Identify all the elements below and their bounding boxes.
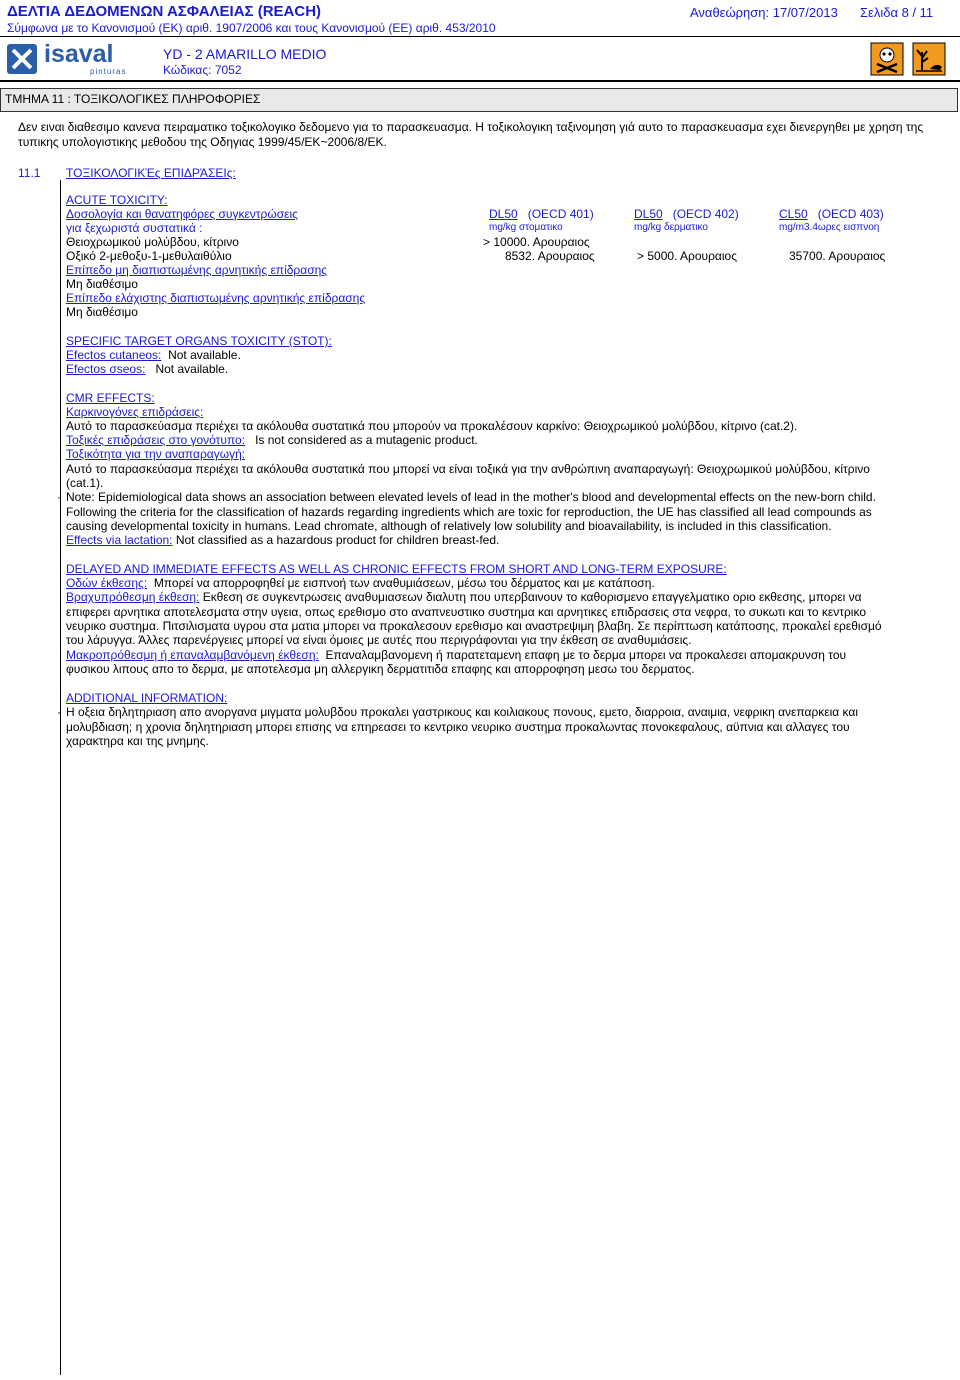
repro-text-cont: (cat.1). [66,476,104,490]
subsection-title: ΤΟΞΙΚΟΛΟΓΙΚΈς ΕΠΙΔΡΆΣΕΙς: [66,166,236,180]
substance-name: Θειοχρωμικού μολύβδου, κίτρινο [66,235,239,249]
additional-text: χαρακτηρα και της μνημης. [66,734,209,748]
carcinogenic-text: Αυτό το παρασκεύασμα περιέχει τα ακόλουθα συστατικά που μπορούν να προκαλέσουν καρκίνο: Θειοχρωμικού μολύβδου, κίτρινο (cat.2). [66,419,798,433]
stot-cutaneous: Efectos cutaneos: Not available. [66,348,241,362]
acute-col-label-1: Δοσολογία και θανατηφόρες συγκεντρώσεις [66,207,298,221]
dl50-dermal-unit: mg/kg δερματικο [634,222,708,233]
cl50-inhal-header: CL50 (OECD 403) [779,207,884,221]
long-term-line: Μακροπρόθεσμη ή επαναλαμβανόμενη έκθεση: Επαναλαμβανομενη ή παρατεταμενη επαφη με το δερμα μπορει να προκαλεσει απομακρυνση του [66,648,847,662]
carcinogenic-label: Καρκινογόνες επιδράσεις: [66,405,204,419]
noael-label: Επίπεδο μη διαπιστωμένης αρνητικής επίδρασης [66,263,328,277]
acute-col-label-2: για ξεχωριστά συστατικά : [66,221,203,235]
stot-osseous: Efectos σseos: Not available. [66,362,229,376]
page-number: Σελιδα 8 / 11 [860,5,934,20]
subsection-number: 11.1 [18,166,41,180]
genotoxic-line: Τοξικές επιδράσεις στο γονότυπο: Is not considered as a mutagenic product. [66,433,478,447]
long-term-text: φυσικου λιπους απο το δερμα, με αποτελεσμα μη αλλεργικη δερματιτιδα επαφης και απορροφηση μεσω του δερματος. [66,662,695,676]
logo-tagline: pinturas [90,67,127,76]
regulation-subtitle: Σύμφωνα με το Κανονισμού (ΕΚ) αριθ. 1907/2006 και τους Κανονισμού (ΕΕ) αριθ. 453/2010 [7,21,496,35]
repro-label: Τοξικότητα για την αναπαραγωγή: [66,447,246,461]
repro-text: Αυτό το παρασκεύασμα περιέχει τα ακόλουθα συστατικά που μπορεί να είναι τοξικά για την ανθρώπινη αναπαραγωγή: Θειοχρωμικού μολύβδου, κίτρινο [66,462,870,476]
dl50-dermal-header: DL50 (OECD 402) [634,207,739,221]
substance-inhal-value: 35700. Αρουραιος [789,249,886,263]
lead-note-line: Note: Epidemiological data shows an association between elevated levels of lead in the mother's blood and developmental effects on the new-born child. [66,490,876,504]
stot-heading: SPECIFIC TARGET ORGANS TOXICITY (STOT): [66,334,332,348]
short-term-text: του λάρυγγα. Άλλες παρενέργειες μπορεί να είναι όμοιες με αυτές που περιγράφονται για την έκθεση σε αναθυμιάσεις. [66,633,692,647]
bullet-marker: · [57,490,61,504]
loael-label: Επίπεδο ελάχιστης διαπιστωμένης αρνητικής επίδρασης [66,291,366,305]
intro-paragraph: Δεν ειναι διαθεσιμο κανενα πειραματικο τοξικολογικο δεδομενο για το παρασκευασμα. Η τοξικολογικη ταξινομηση γιά αυτο το παρασκευασμα εχει διενεργηθει με χρηση της τυπικης υπολογιστικης μεθοδου της Οδηγιας 1999/45/ΕΚ~2006/8/ΕΚ. [18,120,924,149]
substance-dermal-value: > 5000. Αρουραιος [637,249,737,263]
logo-wordmark: isaval [44,40,114,68]
environment-hazard-icon [912,42,946,76]
product-name: YD - 2 AMARILLO MEDIO [163,46,327,62]
short-term-text: νευρικο συστημα. Πιτσιλισματα υγρου στα ματια μπορει να προκαλεσουν ερεθισμο και αναστρεψιμη βλαβη. Σε περίπτωση κατάποσης, προκαλεί ερεθισμό [66,619,882,633]
skull-crossbones-icon [870,42,904,76]
header-bottom-rule [0,80,960,82]
substance-name: Οξικό 2-μεθοξυ-1-μεθυλαιθύλιο [66,249,232,263]
exposure-route-line: Οδών έκθεσης: Μπορεί να απορροφηθεί με εισπνοή των αναθυμιάσεων, μέσω του δέρματος και με κατάποση. [66,576,655,590]
cmr-heading: CMR EFFECTS: [66,391,155,405]
bullet-marker: · [57,705,61,719]
substance-oral-value: 8532. Αρουραιος [505,249,595,263]
product-code: Κώδικας: 7052 [163,63,242,77]
loael-value: Μη διαθέσιμο [66,305,138,319]
dl50-oral-header: DL50 (OECD 401) [489,207,594,221]
section-title: ΤΜΗΜΑ 11 : ΤΟΞΙΚΟΛΟΓΙΚΕΣ ΠΛΗΡΟΦΟΡΙΕΣ [5,92,261,106]
short-term-text: επιφερει αρνητικα αποτελεσματα στην υγεια, οπως ερεθισμο στο αναπνευστικο συστημα και αρνητικες επιδρασεις στα νεφρα, το συκωτι και το κεντρικο [66,605,866,619]
header-divider [0,36,960,37]
additional-heading: ADDITIONAL INFORMATION: [66,691,228,705]
revision-date: Αναθεώρηση: 17/07/2013 [690,5,838,20]
delayed-heading: DELAYED AND IMMEDIATE EFFECTS AS WELL AS CHRONIC EFFECTS FROM SHORT AND LONG-TERM EXPOSURE: [66,562,727,576]
substance-oral-value: > 10000. Αρουραιος [483,235,590,249]
lead-note-line: causing developmental toxicity in humans. Lead chromate, although of relatively low solubility and bioavailability, is included in this classification. [66,519,832,533]
noael-value: Μη διαθέσιμο [66,277,138,291]
content-margin-line [60,180,61,1375]
acute-heading: ACUTE TOXICITY: [66,193,168,207]
section-header [0,88,958,112]
cl50-inhal-unit: mg/m3.4ωρες εισπνοη [779,222,880,233]
short-term-line: Βραχυπρόθεσμη έκθεση: Εκθεση σε συγκεντρωσεις αναθυμιασεων διαλυτη που υπερβαινουν το καθορισμενο επαγγελματικο οριο εκθεσης, μπορει να [66,590,862,604]
dl50-oral-unit: mg/kg στοματικο [489,222,563,233]
lead-note-line: Following the criteria for the classification of hazards regarding ingredients which are toxic for reproduction, the UE has classified all lead compounds as [66,505,872,519]
additional-text: Η οξεια δηλητηριαση απο ανοργανα μιγματα μολυβδου προκαλει γαστρικους και κοιλιακους πονους, εμετο, διαρροια, αναιμια, νεφρικη ανεπαρκεια και [66,705,859,719]
additional-text: μολυβδιαση; η χρονια δηλητηριαση μπορει επισης να επηρεασει το κεντρικο νευρικο συστημα προκαλωντας πονοκεφαλους, αϋπνια και αλλαγες του [66,720,850,734]
lactation-line: Effects via lactation: Not classified as a hazardous product for children breast-fed. [66,533,500,547]
document-title: ΔΕΛΤΙΑ ΔΕΔΟΜΕΝΩΝ ΑΣΦΑΛΕΙΑΣ (REACH) [7,3,322,20]
